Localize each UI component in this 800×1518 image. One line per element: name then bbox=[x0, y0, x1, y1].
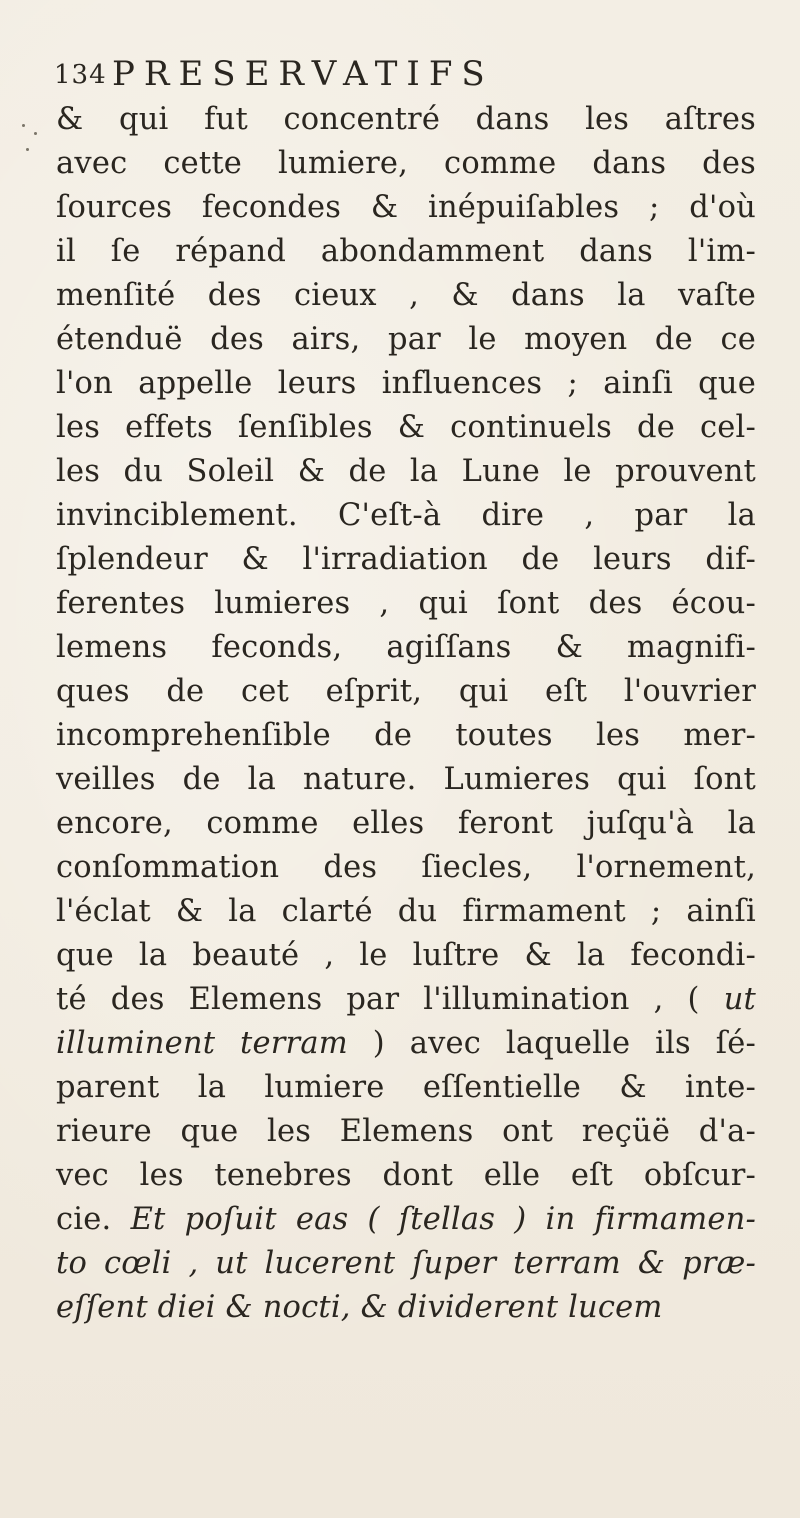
text-line-mixed bbox=[56, 1022, 756, 1066]
text-line: menſité des cieux , & dans la vaſte bbox=[56, 278, 756, 313]
text-line: avec cette lumiere, comme dans des bbox=[56, 146, 756, 181]
running-head bbox=[54, 54, 754, 94]
text-line: conſommation des ſiecles, l'ornement, bbox=[56, 850, 756, 885]
latin-quote-line: eſſent diei & nocti, & dividerent lucem bbox=[56, 1290, 663, 1325]
text-line: que la beauté , le luſtre & la fecondi- bbox=[56, 938, 756, 973]
text-line: l'éclat & la clarté du firmament ; ainſi bbox=[56, 894, 756, 929]
text-line: parent la lumiere eſſentielle & inte- bbox=[56, 1070, 756, 1105]
running-title: PRESERVATIFS bbox=[112, 54, 494, 94]
text-line: encore, comme elles feront juſqu'à la bbox=[56, 806, 756, 841]
page-number: 134 bbox=[54, 60, 107, 90]
text-line: ſplendeur & l'irradiation de leurs dif- bbox=[56, 542, 756, 577]
text-line: étenduë des airs, par le moyen de ce bbox=[56, 322, 756, 357]
text-line: les effets ſenſibles & continuels de cel- bbox=[56, 410, 756, 445]
text-segment: ) avec laquelle ils ſé- bbox=[372, 1026, 756, 1061]
text-line: ques de cet eſprit, qui eſt l'ouvrier bbox=[56, 674, 756, 709]
text-segment: cie. bbox=[56, 1202, 112, 1237]
text-segment: té des Elemens par l'illumination , ( bbox=[56, 982, 700, 1017]
text-line-mixed bbox=[56, 1198, 756, 1242]
latin-quote-line: to cœli , ut lucerent ſuper terram & præ- bbox=[56, 1246, 756, 1281]
text-line: lemens feconds, agiſſans & magnifi- bbox=[56, 630, 756, 665]
text-line: l'on appelle leurs influences ; ainſi que bbox=[56, 366, 756, 401]
text-line-mixed bbox=[56, 978, 756, 1022]
body-text bbox=[56, 98, 756, 1330]
text-line: il ſe répand abondamment dans l'im- bbox=[56, 234, 756, 269]
latin-quote-segment: ut bbox=[723, 982, 756, 1017]
text-line: invinciblement. C'eſt-à dire , par la bbox=[56, 498, 756, 533]
text-line: incomprehenſible de toutes les mer- bbox=[56, 718, 756, 753]
text-line: ſources fecondes & inépuiſables ; d'où bbox=[56, 190, 756, 225]
margin-marks bbox=[20, 120, 50, 180]
text-line: ferentes lumieres , qui ſont des écou- bbox=[56, 586, 756, 621]
text-line: & qui fut concentré dans les aſtres bbox=[56, 102, 756, 137]
text-line: veilles de la nature. Lumieres qui ſont bbox=[56, 762, 756, 797]
text-line: vec les tenebres dont elle eſt obſcur- bbox=[56, 1158, 756, 1193]
latin-quote-segment: Et poſuit eas ( ſtellas ) in firmamen- bbox=[130, 1202, 756, 1237]
text-line: rieure que les Elemens ont reçüë d'a- bbox=[56, 1114, 756, 1149]
latin-quote-segment: illuminent terram bbox=[56, 1026, 348, 1061]
text-line: les du Soleil & de la Lune le prouvent bbox=[56, 454, 756, 489]
